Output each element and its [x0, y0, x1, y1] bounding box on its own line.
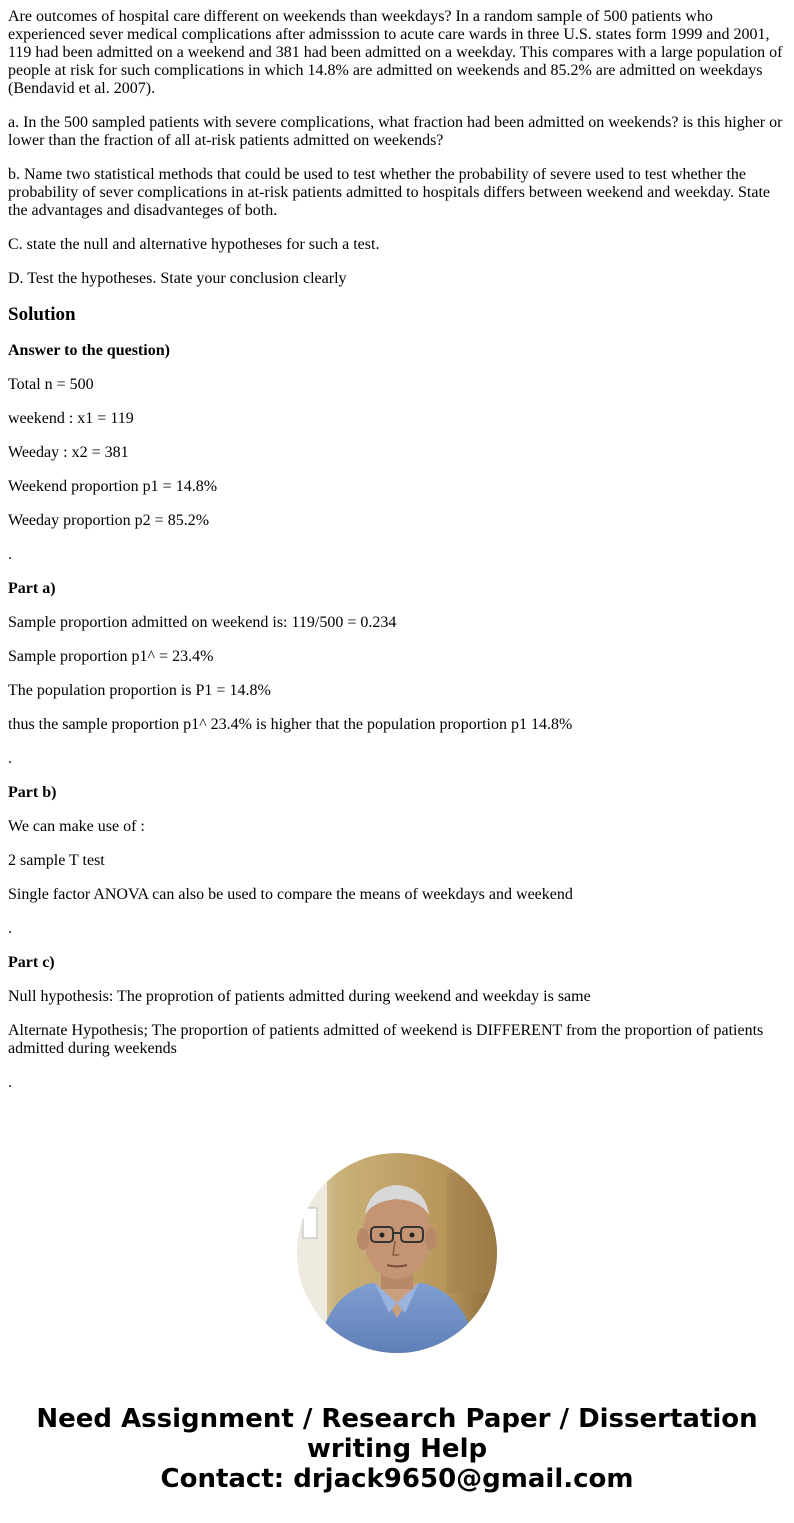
- avatar: [297, 1153, 497, 1353]
- question-part-b: b. Name two statistical methods that could be used to test whether the probability of severe used to test whether the probability of sever complications in at-risk patients admitted to hospitals differs between weekend and weekday. State the advantages and disadvanteges of both.: [8, 166, 771, 219]
- footer-line: Need Assignment / Research Paper / Dissertation: [36, 1404, 758, 1434]
- given-weekend: weekend : x1 = 119: [8, 410, 134, 427]
- given-total: Total n = 500: [8, 376, 94, 393]
- part-b-line: We can make use of :: [8, 818, 145, 835]
- separator: .: [8, 1074, 12, 1091]
- question-intro: Are outcomes of hospital care different on weekends than weekdays? In a random sample of 500 patients who experienced sever medical complications after admisssion to acute care wards in three U.S. states form 1999 and 2001, 119 had been admitted on a weekend and 381 had been admitted on a weekday. This compares with a large population of people at risk for such complications in which 14.8% are admitted on weekends and 85.2% are admitted on weekdays (Bendavid et al. 2007).: [8, 8, 783, 97]
- part-a-heading: Part a): [8, 580, 56, 597]
- part-a-line: thus the sample proportion p1^ 23.4% is higher that the population proportion p1 14.8%: [8, 716, 573, 733]
- part-c-line: Null hypothesis: The proprotion of patients admitted during weekend and weekday is same: [8, 988, 591, 1005]
- given-weekday: Weeday : x2 = 381: [8, 444, 129, 461]
- part-b-line: 2 sample T test: [8, 852, 105, 869]
- footer-contact: Contact: drjack9650@gmail.com: [160, 1464, 634, 1494]
- separator: .: [8, 546, 12, 563]
- footer-banner: [0, 1404, 794, 1494]
- separator: .: [8, 920, 12, 937]
- answer-heading: Answer to the question): [8, 342, 170, 359]
- part-a-line: Sample proportion admitted on weekend is: 119/500 = 0.234: [8, 614, 397, 631]
- separator: .: [8, 750, 12, 767]
- part-b-line: Single factor ANOVA can also be used to compare the means of weekdays and weekend: [8, 886, 573, 903]
- footer-line: writing Help: [306, 1434, 488, 1464]
- part-a-line: The population proportion is P1 = 14.8%: [8, 682, 271, 699]
- given-weekday-proportion: Weeday proportion p2 = 85.2%: [8, 512, 210, 529]
- solution-heading: Solution: [8, 304, 76, 325]
- avatar-portrait-image: [297, 1153, 497, 1353]
- question-part-c: C. state the null and alternative hypotheses for such a test.: [8, 236, 380, 253]
- question-part-a: a. In the 500 sampled patients with severe complications, what fraction had been admitted on weekends? is this higher or lower than the fraction of all at-risk patients admitted on weekends?: [8, 114, 783, 149]
- part-c-line: Alternate Hypothesis; The proportion of patients admitted of weekend is DIFFERENT from the proportion of patients admitted during weekends: [8, 1022, 764, 1057]
- part-a-line: Sample proportion p1^ = 23.4%: [8, 648, 214, 665]
- part-c-heading: Part c): [8, 954, 55, 971]
- part-b-heading: Part b): [8, 784, 57, 801]
- given-weekend-proportion: Weekend proportion p1 = 14.8%: [8, 478, 218, 495]
- question-part-d: D. Test the hypotheses. State your conclusion clearly: [8, 270, 347, 287]
